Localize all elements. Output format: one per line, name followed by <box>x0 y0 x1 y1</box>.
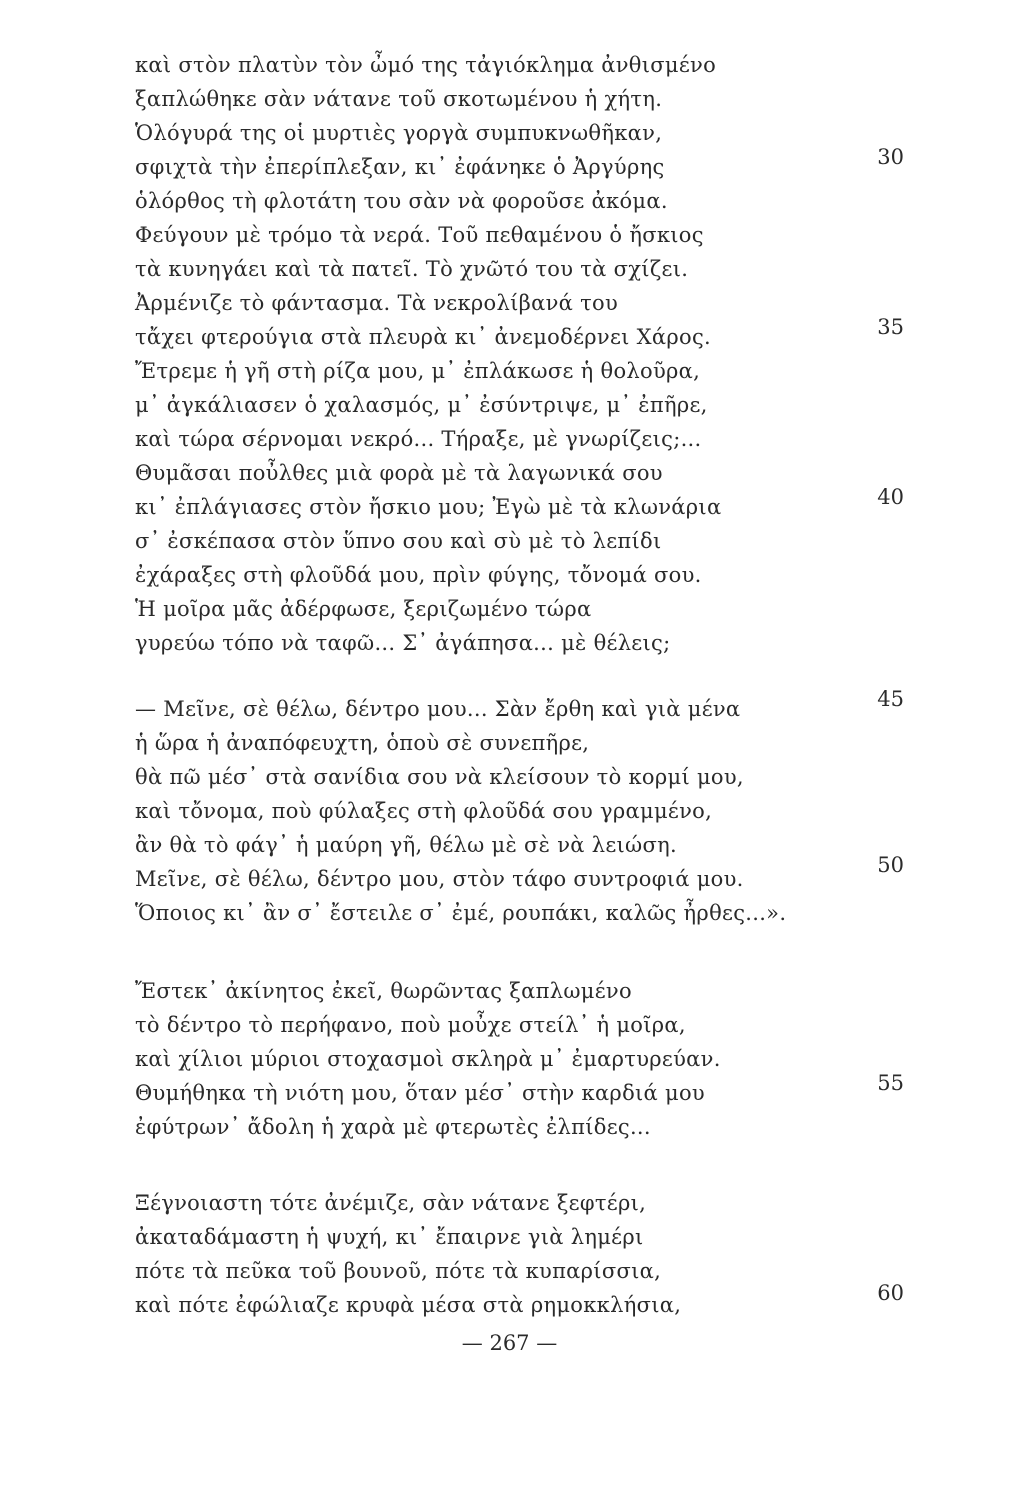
verse-line: καὶ χίλιοι μύριοι στοχασμοὶ σκληρὰ μ᾽ ἐμαρτυρεύαν. <box>135 1047 721 1071</box>
verse-line: Μεῖνε, σὲ θέλω, δέντρο μου, στὸν τάφο συντροφιά μου. <box>135 867 744 891</box>
verse-line: Ξέγνοιαστη τότε ἀνέμιζε, σὰν νάτανε ξεφτέρι, <box>135 1191 647 1215</box>
verse-line: — Μεῖνε, σὲ θέλω, δέντρο μου... Σὰν ἔρθη καὶ γιὰ μένα <box>135 697 741 721</box>
line-number: 35 <box>877 315 904 339</box>
verse-line: Θυμήθηκα τὴ νιότη μου, ὅταν μέσ᾽ στὴν καρδιά μου <box>135 1081 705 1105</box>
verse-line: ἐφύτρων᾽ ἄδολη ἡ χαρὰ μὲ φτερωτὲς ἐλπίδες... <box>135 1115 651 1139</box>
verse-line: καὶ στὸν πλατὺν τὸν ὦμό της τἀγιόκλημα ἀνθισμένο <box>135 53 717 77</box>
verse-line: τὸ δέντρο τὸ περήφανο, ποὺ μοὖχε στείλ᾽ ἡ μοῖρα, <box>135 1013 686 1037</box>
verse-line: σφιχτὰ τὴν ἐπερίπλεξαν, κι᾽ ἐφάνηκε ὁ Ἀργύρης <box>135 155 665 179</box>
verse-line: πότε τὰ πεῦκα τοῦ βουνοῦ, πότε τὰ κυπαρίσσια, <box>135 1259 662 1283</box>
verse-line: τἄχει φτερούγια στὰ πλευρὰ κι᾽ ἀνεμοδέρνει Χάρος. <box>135 325 712 349</box>
verse-line: ξαπλώθηκε σὰν νάτανε τοῦ σκοτωμένου ἡ χήτη. <box>135 87 663 111</box>
verse-line: γυρεύω τόπο νὰ ταφῶ... Σ᾽ ἀγάπησα... μὲ θέλεις; <box>135 631 671 655</box>
verse-line: Ἔτρεμε ἡ γῆ στὴ ρίζα μου, μ᾽ ἐπλάκωσε ἡ θολοῦρα, <box>135 359 701 383</box>
verse-line: Ὁλόγυρά της οἱ μυρτιὲς γοργὰ συμπυκνωθῆκαν, <box>135 121 663 145</box>
verse-line: καὶ τὄνομα, ποὺ φύλαξες στὴ φλοῦδά σου γραμμένο, <box>135 799 713 823</box>
verse-line: σ᾽ ἐσκέπασα στὸν ὕπνο σου καὶ σὺ μὲ τὸ λεπίδι <box>135 529 662 553</box>
line-number: 40 <box>877 485 904 509</box>
verse-line: καὶ τώρα σέρνομαι νεκρό... Τήραξε, μὲ γνωρίζεις;... <box>135 427 702 451</box>
verse-line: Ἀρμένιζε τὸ φάντασμα. Τὰ νεκρολίβανά του <box>135 291 619 315</box>
verse-line: καὶ πότε ἐφώλιαζε κρυφὰ μέσα στὰ ρημοκκλήσια, <box>135 1293 682 1317</box>
verse-line: μ᾽ ἀγκάλιασεν ὁ χαλασμός, μ᾽ ἐσύντριψε, μ᾽ ἐπῆρε, <box>135 393 708 417</box>
verse-line: Θυμᾶσαι ποὖλθες μιὰ φορὰ μὲ τὰ λαγωνικά σου <box>135 461 663 485</box>
verse-line: τὰ κυνηγάει καὶ τὰ πατεῖ. Τὸ χνῶτό του τὰ σχίζει. <box>135 257 689 281</box>
verse-line: κι᾽ ἐπλάγιασες στὸν ἤσκιο μου; Ἐγὼ μὲ τὰ κλωνάρια <box>135 495 722 519</box>
verse-line: θὰ πῶ μέσ᾽ στὰ σανίδια σου νὰ κλείσουν τὸ κορμί μου, <box>135 765 744 789</box>
verse-line: ὁλόρθος τὴ φλοτάτη του σὰν νὰ φοροῦσε ἀκόμα. <box>135 189 668 213</box>
line-number: 55 <box>877 1071 904 1095</box>
line-number: 45 <box>877 687 904 711</box>
verse-line: ἐχάραξες στὴ φλοῦδά μου, πρὶν φύγης, τὄνομά σου. <box>135 563 702 587</box>
verse-line: Ὅποιος κι᾽ ἂν σ᾽ ἔστειλε σ᾽ ἐμέ, ρουπάκι, καλῶς ἦρθες...». <box>135 901 787 925</box>
verse-line: Ἡ μοῖρα μᾶς ἀδέρφωσε, ξεριζωμένο τώρα <box>135 597 592 621</box>
verse-line: ἂν θὰ τὸ φάγ᾽ ἡ μαύρη γῆ, θέλω μὲ σὲ νὰ λειώση. <box>135 833 677 857</box>
line-number: 50 <box>877 853 904 877</box>
line-number: 30 <box>877 145 904 169</box>
line-number: 60 <box>877 1281 904 1305</box>
page-number: — 267 — <box>461 1331 558 1355</box>
verse-line: Φεύγουν μὲ τρόμο τὰ νερά. Τοῦ πεθαμένου ὁ ἤσκιος <box>135 223 704 247</box>
verse-line: ἡ ὥρα ἡ ἀναπόφευχτη, ὁποὺ σὲ συνεπῆρε, <box>135 731 590 755</box>
verse-line: ἀκαταδάμαστη ἡ ψυχή, κι᾽ ἔπαιρνε γιὰ λημέρι <box>135 1225 644 1249</box>
verse-line: Ἔστεκ᾽ ἀκίνητος ἐκεῖ, θωρῶντας ξαπλωμένο <box>135 979 632 1003</box>
